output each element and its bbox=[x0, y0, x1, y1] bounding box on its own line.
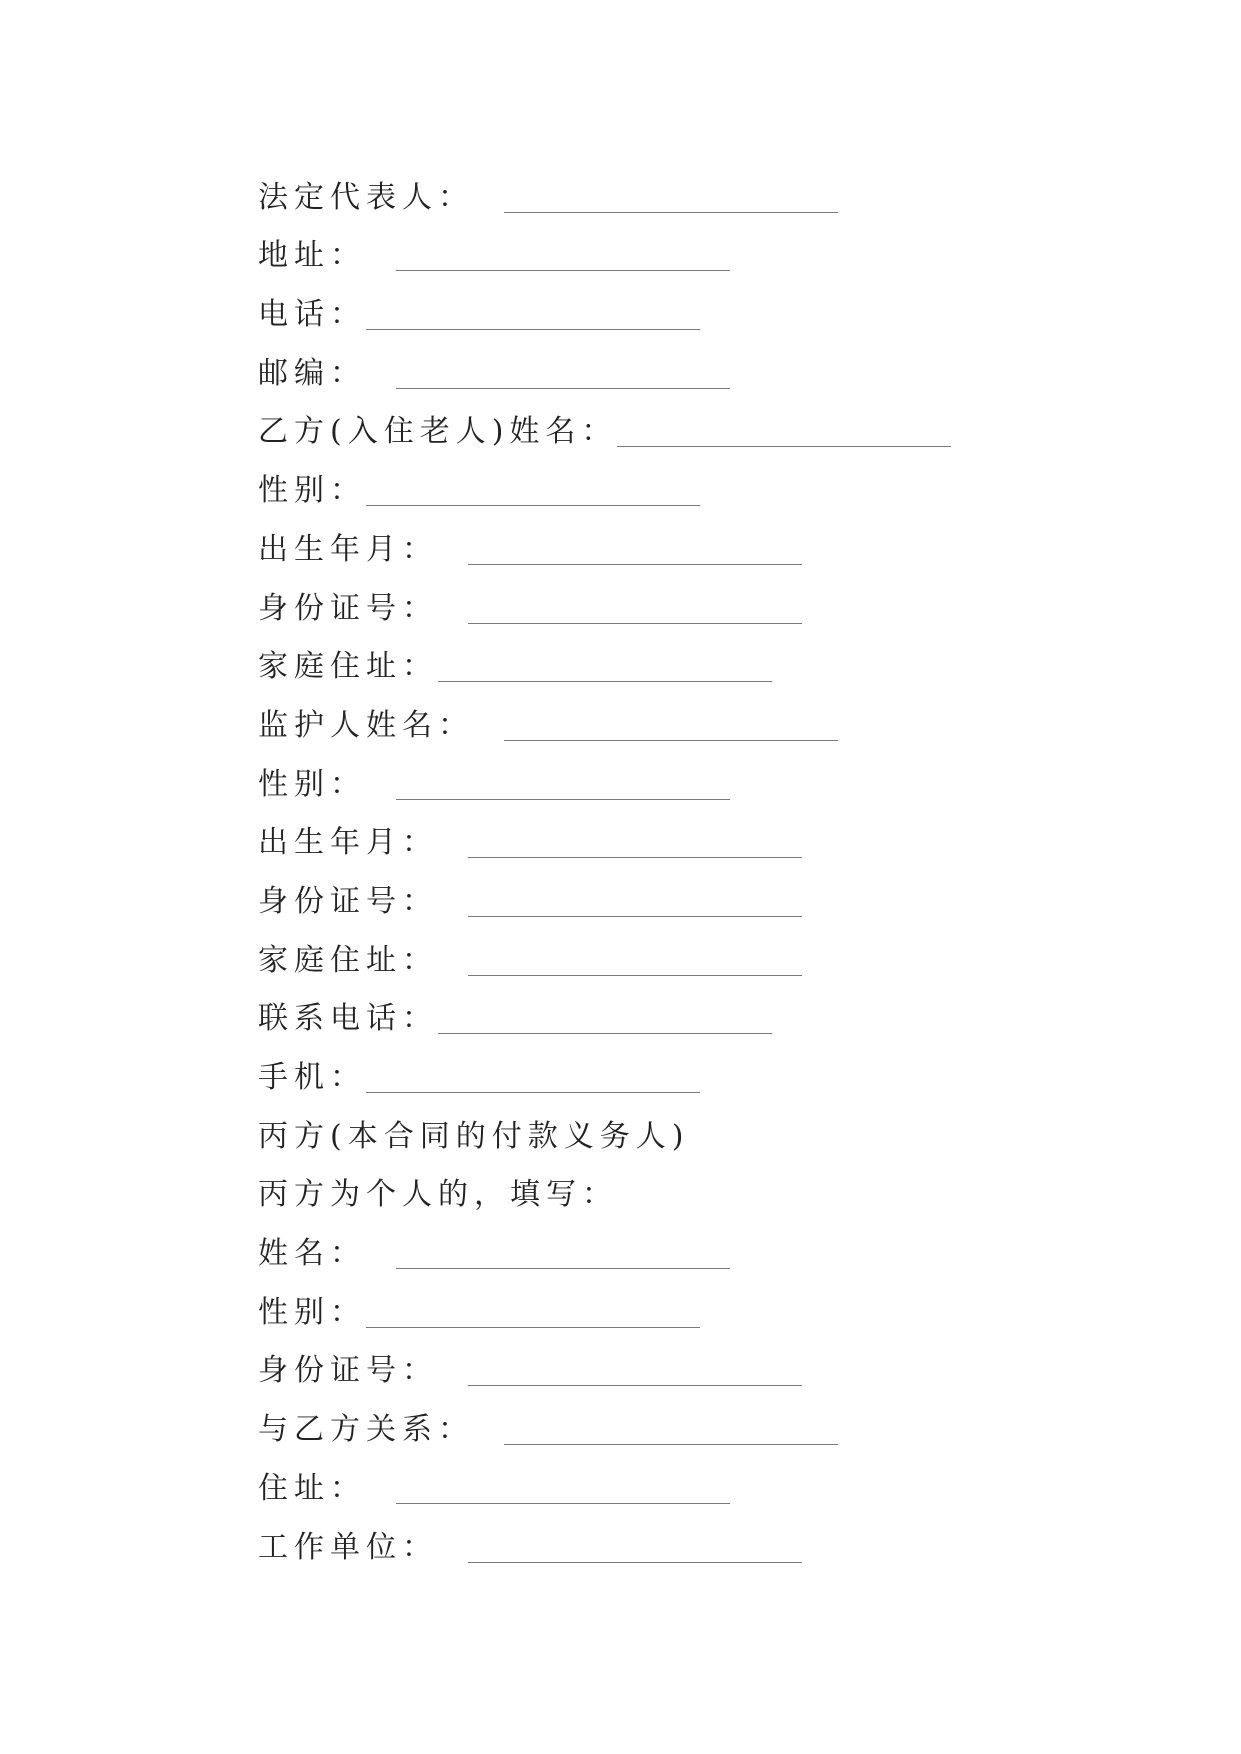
form-line-address bbox=[258, 217, 1078, 276]
field-label: 身份证号： bbox=[258, 590, 438, 626]
form-line-party-b-gender bbox=[258, 451, 1078, 510]
form-line-party-c-id-number bbox=[258, 1332, 1078, 1391]
field-label: 工作单位： bbox=[258, 1529, 438, 1565]
fill-in-blank bbox=[617, 444, 951, 447]
fill-in-blank bbox=[396, 1266, 730, 1269]
fill-in-blank bbox=[366, 327, 700, 330]
fill-in-blank bbox=[438, 679, 772, 682]
fill-in-blank bbox=[468, 1560, 802, 1563]
field-label: 乙方(入住老人)姓名： bbox=[258, 414, 618, 450]
field-label: 性别： bbox=[258, 1294, 366, 1330]
form-line-guardian-name bbox=[258, 686, 1078, 745]
field-label: 性别： bbox=[258, 473, 366, 509]
field-label: 姓名： bbox=[258, 1236, 366, 1272]
field-label: 监护人姓名： bbox=[258, 707, 474, 743]
fill-in-blank bbox=[396, 1501, 730, 1504]
fill-in-blank bbox=[468, 562, 802, 565]
field-label: 与乙方关系： bbox=[258, 1412, 474, 1448]
section-note-party-c-individual bbox=[258, 1156, 1078, 1215]
form-line-guardian-mobile bbox=[258, 1038, 1078, 1097]
field-label: 法定代表人： bbox=[258, 179, 474, 215]
form-line-party-c-name bbox=[258, 1214, 1078, 1273]
field-label: 手机： bbox=[258, 1060, 366, 1095]
form-line-guardian-contact-phone bbox=[258, 980, 1078, 1039]
field-label: 联系电话： bbox=[258, 1001, 438, 1037]
form-line-party-b-id-number bbox=[258, 569, 1078, 628]
fill-in-blank bbox=[468, 855, 802, 858]
field-label: 家庭住址： bbox=[258, 942, 438, 978]
fill-in-blank bbox=[468, 1383, 802, 1386]
field-label: 身份证号： bbox=[258, 883, 438, 919]
form-line-phone bbox=[258, 275, 1078, 334]
field-label: 电话： bbox=[258, 297, 366, 333]
contract-form-body bbox=[258, 158, 1078, 1567]
field-label: 性别： bbox=[258, 766, 366, 802]
form-line-party-b-birth bbox=[258, 510, 1078, 569]
section-heading: 丙方(本合同的付款义务人) bbox=[258, 1118, 690, 1154]
form-line-guardian-home-address bbox=[258, 921, 1078, 980]
fill-in-blank bbox=[504, 210, 838, 213]
form-line-party-c-address bbox=[258, 1449, 1078, 1508]
fill-in-blank bbox=[366, 1090, 700, 1093]
field-label: 邮编： bbox=[258, 355, 366, 391]
field-label: 地址： bbox=[258, 238, 366, 274]
fill-in-blank bbox=[468, 621, 802, 624]
form-line-party-b-home-address bbox=[258, 628, 1078, 687]
form-line-party-b-name bbox=[258, 393, 1078, 452]
form-line-guardian-id-number bbox=[258, 862, 1078, 921]
fill-in-blank bbox=[366, 1325, 700, 1328]
field-label: 家庭住址： bbox=[258, 649, 438, 685]
fill-in-blank bbox=[504, 738, 838, 741]
field-label: 出生年月： bbox=[258, 825, 438, 861]
form-line-postcode bbox=[258, 334, 1078, 393]
fill-in-blank bbox=[468, 914, 802, 917]
field-label: 出生年月： bbox=[258, 531, 438, 567]
form-line-guardian-gender bbox=[258, 745, 1078, 804]
form-line-party-c-relation bbox=[258, 1390, 1078, 1449]
field-label: 身份证号： bbox=[258, 1353, 438, 1389]
fill-in-blank bbox=[504, 1442, 838, 1445]
fill-in-blank bbox=[438, 1031, 772, 1034]
section-note: 丙方为个人的，填写： bbox=[258, 1177, 618, 1213]
fill-in-blank bbox=[468, 973, 802, 976]
fill-in-blank bbox=[396, 797, 730, 800]
fill-in-blank bbox=[396, 386, 730, 389]
field-label: 住址： bbox=[258, 1470, 366, 1506]
form-line-party-c-employer bbox=[258, 1508, 1078, 1567]
form-line-legal-representative bbox=[258, 158, 1078, 217]
section-heading-party-c bbox=[258, 1097, 1078, 1156]
form-line-party-c-gender bbox=[258, 1273, 1078, 1332]
form-line-guardian-birth bbox=[258, 804, 1078, 863]
fill-in-blank bbox=[366, 503, 700, 506]
fill-in-blank bbox=[396, 268, 730, 271]
